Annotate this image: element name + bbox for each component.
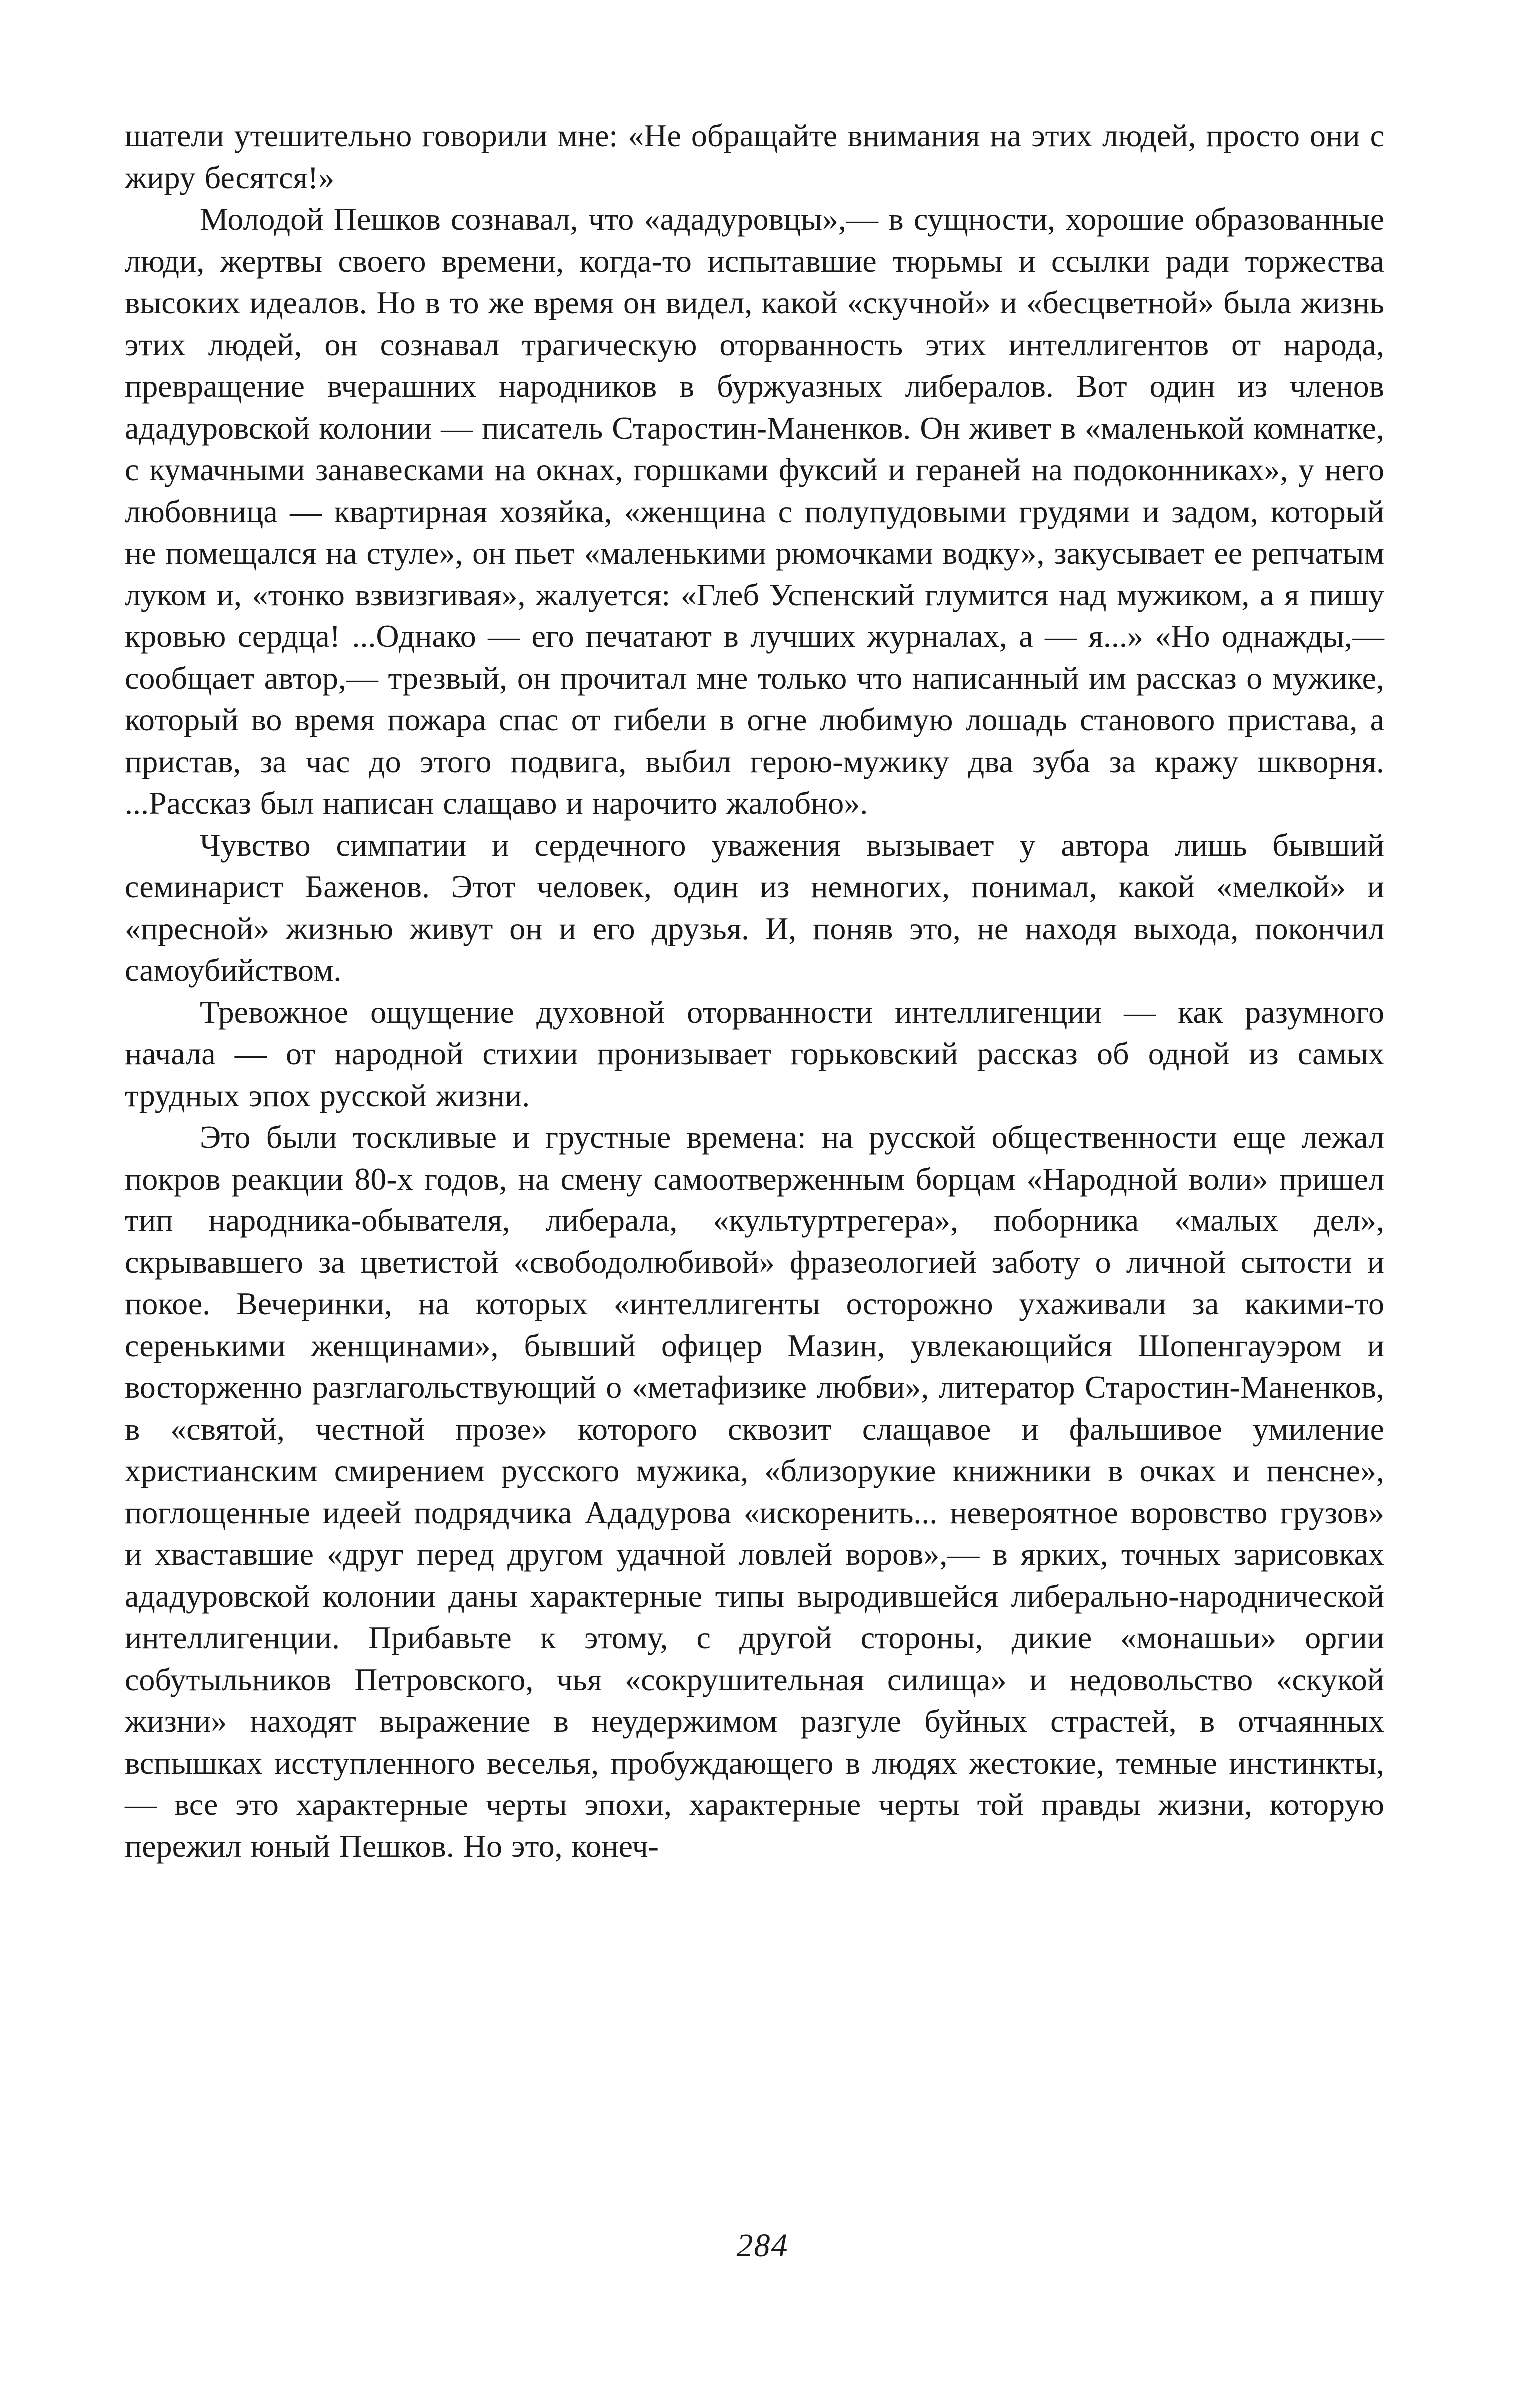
page-body: [125, 115, 1384, 1867]
paragraph-continuation: шатели утешительно говорили мне: «Не обращайте внимания на этих людей, просто они с жиру бесятся!»: [125, 118, 1384, 195]
paragraph-peshkov-adadurovtsy: Молодой Пешков сознавал, что «ададуровцы»,— в сущности, хорошие образованные люди, жертвы своего времени, когда-то испытавшие тюрьмы и ссылки ради торжества высоких идеалов. Но в то же время он видел, какой «скучной» и «бесцветной» была жизнь этих людей, он сознавал трагическую оторванность этих интеллигентов от народа, превращение вчерашних народников в буржуазных либералов. Вот один из членов ададуровской колонии — писатель Старостин-Маненков. Он живет в «маленькой комнатке, с кумачными занавесками на окнах, горшками фуксий и гераней на подоконниках», у него любовница — квартирная хозяйка, «женщина с полупудовыми грудями и задом, который не помещался на стуле», он пьет «маленькими рюмочками водку», закусывает ее репчатым луком и, «тонко взвизгивая», жалуется: «Глеб Успенский глумится над мужиком, а я пишу кровью сердца! ...Однако — его печатают в лучших журналах, а — я...» «Но однажды,— сообщает автор,— трезвый, он прочитал мне только что написанный им рассказ о мужике, который во время пожара спас от гибели в огне любимую лошадь станового пристава, а пристав, за час до этого подвига, выбил герою-мужику два зуба за кражу шкворня. ...Рассказ был написан слащаво и нарочито жалобно».: [125, 201, 1384, 821]
paragraph-bazhenov: Чувство симпатии и сердечного уважения вызывает у автора лишь бывший семинарист Баженов. Этот человек, один из немногих, понимал, какой «мелкой» и «пресной» жизнью живут он и его друзья. И, поняв это, не находя выхода, покончил самоубийством.: [125, 827, 1384, 988]
paragraph-intelligentsia: Тревожное ощущение духовной оторванности интеллигенции — как разумного начала — от народной стихии пронизывает горьковский рассказ об одной из самых трудных эпох русской жизни.: [125, 994, 1384, 1113]
page-number: 284: [736, 2227, 789, 2264]
paragraph-epoch: Это были тоскливые и грустные времена: на русской общественности еще лежал покров реакции 80-х годов, на смену самоотверженным борцам «Народной воли» пришел тип народника-обывателя, либерала, «культуртрегера», поборника «малых дел», скрывавшего за цветистой «свободолюбивой» фразеологией заботу о личной сытости и покое. Вечеринки, на которых «интеллигенты осторожно ухаживали за какими-то серенькими женщинами», бывший офицер Мазин, увлекающийся Шопенгауэром и восторженно разглагольствующий о «метафизике любви», литератор Старостин-Маненков, в «святой, честной прозе» которого сквозит слащавое и фальшивое умиление христианским смирением русского мужика, «близорукие книжники в очках и пенсне», поглощенные идеей подрядчика Ададурова «искоренить... невероятное воровство грузов» и хваставшие «друг перед другом удачной ловлей воров»,— в ярких, точных зарисовках ададуровской колонии даны характерные типы выродившейся либерально-народнической интеллигенции. Прибавьте к этому, с другой стороны, дикие «монашьи» оргии собутыльников Петровского, чья «сокрушительная силища» и недовольство «скукой жизни» находят выражение в неудержимом разгуле буйных страстей, в отчаянных вспышках исступленного веселья, пробуждающего в людях жестокие, темные инстинкты,— все это характерные черты эпохи, характерные черты той правды жизни, которую пережил юный Пешков. Но это, конеч-: [125, 1119, 1384, 1864]
